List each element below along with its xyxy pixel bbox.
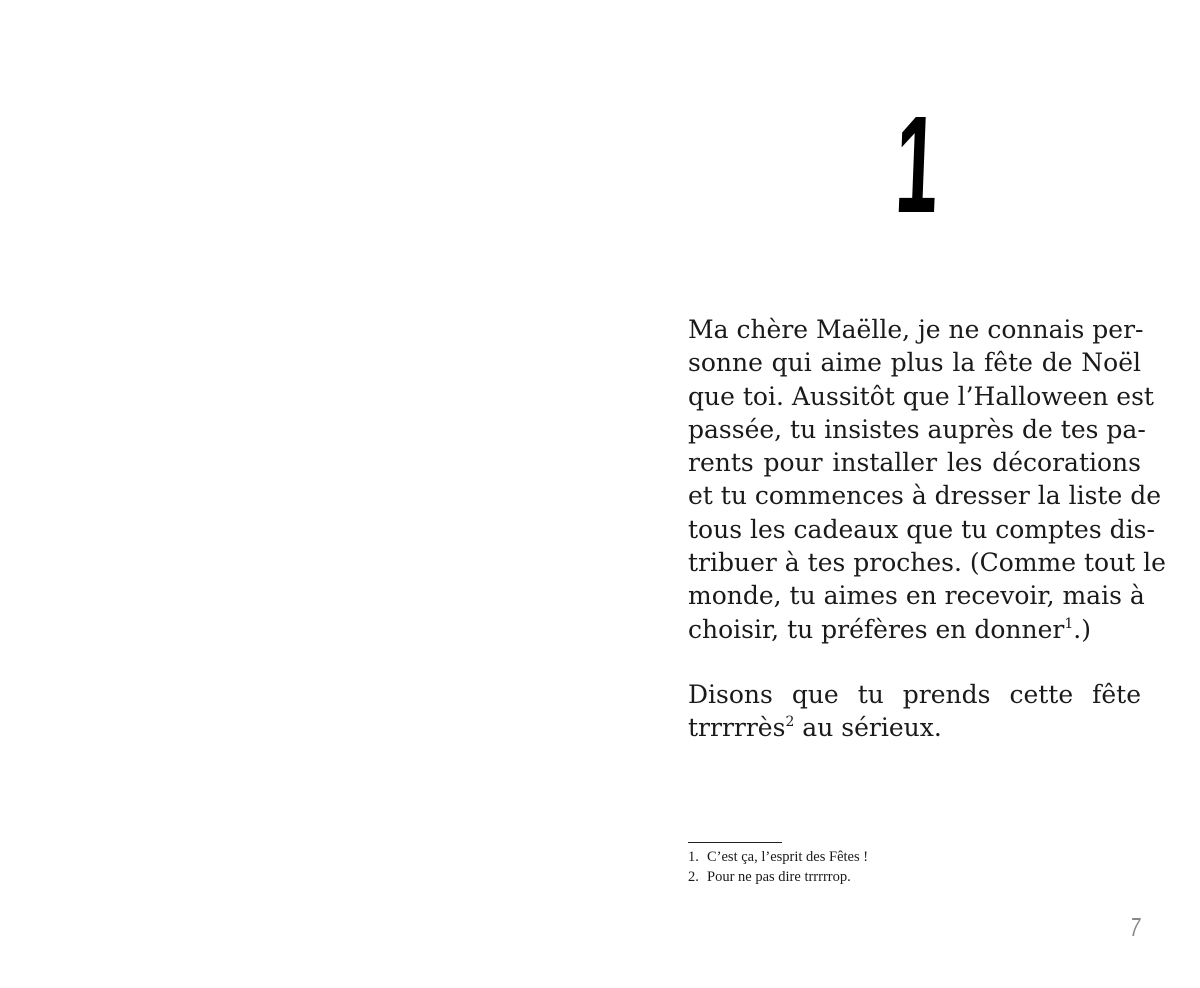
footnote-text: Pour ne pas dire trrrrrop. [707, 869, 851, 885]
text-line [688, 711, 1141, 744]
text-line: monde, tu aimes en recevoir, mais à [688, 581, 1145, 611]
footnote-number: 2. [688, 869, 699, 885]
footnote-ref[interactable]: 1 [1064, 615, 1074, 632]
text-line: que toi. Aussitôt que l’Halloween est [688, 381, 1154, 411]
text-line: et tu commences à dresser la liste de [688, 481, 1162, 511]
footnote-text: C’est ça, l’esprit des Fêtes ! [707, 849, 869, 865]
footnotes [688, 847, 868, 887]
text-line: tous les cadeaux que tu comptes dis- [688, 514, 1155, 544]
text-line: Ma chère Maëlle, je ne connais per- [688, 315, 1144, 344]
paragraph-2 [688, 678, 1141, 745]
footnote-ref[interactable]: 2 [785, 714, 795, 731]
footnote-rule [688, 842, 782, 843]
footnote [688, 867, 868, 887]
footnote [688, 847, 868, 867]
text-line: passée, tu insistes auprès de tes pa- [688, 414, 1146, 444]
text-line: rents pour installer les décorations [688, 448, 1141, 478]
footnote-number: 1. [688, 849, 699, 865]
text: au sérieux. [794, 713, 942, 743]
text: trrrrrès [688, 713, 786, 743]
text-line [688, 613, 1141, 646]
text-line: Disons que tu prends cette fête [688, 680, 1141, 709]
paragraph-1 [688, 313, 1166, 646]
text-line: tribuer à tes proches. (Comme tout le [688, 548, 1166, 578]
page-number: 7 [1130, 912, 1141, 942]
text: .) [1073, 614, 1091, 644]
text-line: sonne qui aime plus la fête de Noël [688, 348, 1141, 378]
text: choisir, tu préfères en donner [688, 614, 1065, 644]
chapter-number: 1 [892, 88, 941, 242]
